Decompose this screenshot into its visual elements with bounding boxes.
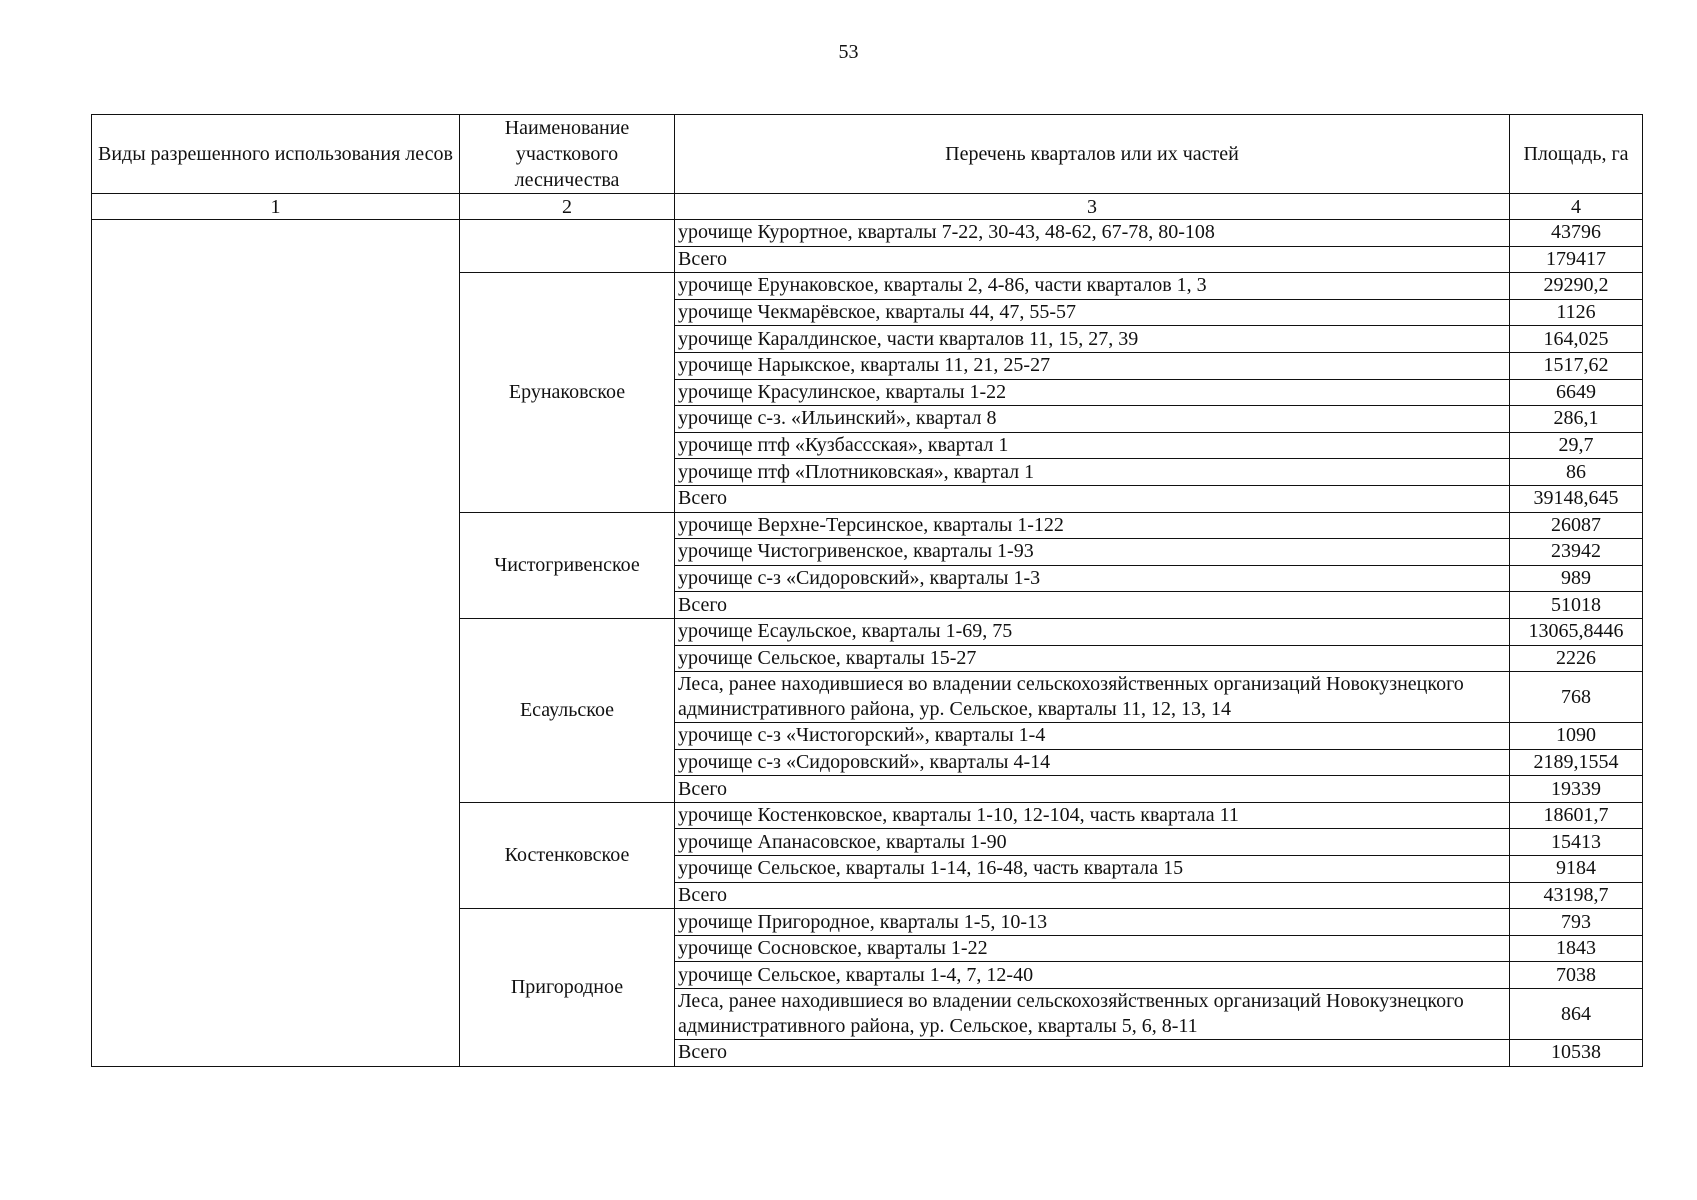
area-cell: 6649 — [1510, 379, 1643, 406]
forestry-name-cell: Есаульское — [460, 618, 675, 802]
column-number: 3 — [675, 194, 1510, 220]
quarters-list-cell: урочище с-з «Чистогорский», кварталы 1-4 — [675, 723, 1510, 750]
use-type-cell — [92, 220, 460, 1067]
table-row — [92, 220, 1643, 247]
total-area-cell: 39148,645 — [1510, 485, 1643, 512]
column-number: 2 — [460, 194, 675, 220]
total-label-cell: Всего — [675, 1040, 1510, 1067]
quarters-list-cell: урочище Костенковское, кварталы 1-10, 12-104, часть квартала 11 — [675, 802, 1510, 829]
area-cell: 1126 — [1510, 299, 1643, 326]
forestry-name-cell: Пригородное — [460, 909, 675, 1066]
page-number: 53 — [838, 41, 859, 63]
header-forestry-name: Наименование участкового лесничества — [460, 115, 675, 194]
quarters-list-cell: Леса, ранее находившиеся во владении сельскохозяйственных организаций Новокузнецкого административного района, ур. Сельское, кварталы 11, 12, 13, 14 — [675, 672, 1510, 723]
area-cell: 23942 — [1510, 539, 1643, 566]
area-cell: 43796 — [1510, 220, 1643, 247]
quarters-list-cell: урочище Сосновское, кварталы 1-22 — [675, 935, 1510, 962]
quarters-list-cell: урочище Каралдинское, части кварталов 11, 15, 27, 39 — [675, 326, 1510, 353]
quarters-list-cell: урочище Ерунаковское, кварталы 2, 4-86, части кварталов 1, 3 — [675, 273, 1510, 300]
area-cell: 7038 — [1510, 962, 1643, 989]
total-area-cell: 179417 — [1510, 246, 1643, 273]
quarters-list-cell: урочище Пригородное, кварталы 1-5, 10-13 — [675, 909, 1510, 936]
total-label-cell: Всего — [675, 246, 1510, 273]
total-area-cell: 43198,7 — [1510, 882, 1643, 909]
total-area-cell: 51018 — [1510, 592, 1643, 619]
area-cell: 29,7 — [1510, 432, 1643, 459]
quarters-list-cell: урочище Нарыкское, кварталы 11, 21, 25-27 — [675, 352, 1510, 379]
forestry-name-cell: Костенковское — [460, 802, 675, 908]
area-cell: 286,1 — [1510, 406, 1643, 433]
quarters-list-cell: урочище Сельское, кварталы 15-27 — [675, 645, 1510, 672]
area-cell: 26087 — [1510, 512, 1643, 539]
total-label-cell: Всего — [675, 485, 1510, 512]
quarters-list-cell: урочище с-з. «Ильинский», квартал 8 — [675, 406, 1510, 433]
area-cell: 1843 — [1510, 935, 1643, 962]
area-cell: 13065,8446 — [1510, 618, 1643, 645]
quarters-list-cell: урочище Сельское, кварталы 1-14, 16-48, часть квартала 15 — [675, 856, 1510, 883]
area-cell: 18601,7 — [1510, 802, 1643, 829]
area-cell: 793 — [1510, 909, 1643, 936]
area-cell: 1090 — [1510, 723, 1643, 750]
forestry-name-cell: Чистогривенское — [460, 512, 675, 618]
area-cell: 989 — [1510, 565, 1643, 592]
quarters-list-cell: урочище птф «Плотниковская», квартал 1 — [675, 459, 1510, 486]
table-body — [92, 220, 1643, 1067]
total-label-cell: Всего — [675, 882, 1510, 909]
area-cell: 9184 — [1510, 856, 1643, 883]
forestry-name-cell: Ерунаковское — [460, 273, 675, 512]
total-label-cell: Всего — [675, 776, 1510, 803]
quarters-list-cell: урочище Красулинское, кварталы 1-22 — [675, 379, 1510, 406]
header-use-types: Виды разрешенного использования лесов — [92, 115, 460, 194]
total-area-cell: 19339 — [1510, 776, 1643, 803]
area-cell: 2189,1554 — [1510, 749, 1643, 776]
quarters-list-cell: урочище Верхне-Терсинское, кварталы 1-122 — [675, 512, 1510, 539]
quarters-list-cell: Леса, ранее находившиеся во владении сельскохозяйственных организаций Новокузнецкого административного района, ур. Сельское, кварталы 5, 6, 8-11 — [675, 989, 1510, 1040]
header-quarters-list: Перечень кварталов или их частей — [675, 115, 1510, 194]
quarters-list-cell: урочище Курортное, кварталы 7-22, 30-43, 48-62, 67-78, 80-108 — [675, 220, 1510, 247]
column-number-row — [92, 194, 1643, 220]
quarters-list-cell: урочище с-з «Сидоровский», кварталы 1-3 — [675, 565, 1510, 592]
forestry-name-cell — [460, 220, 675, 273]
quarters-list-cell: урочище Чистогривенское, кварталы 1-93 — [675, 539, 1510, 566]
total-label-cell: Всего — [675, 592, 1510, 619]
area-cell: 1517,62 — [1510, 352, 1643, 379]
quarters-list-cell: урочище с-з «Сидоровский», кварталы 4-14 — [675, 749, 1510, 776]
forest-quarters-table — [91, 114, 1643, 1067]
column-number: 4 — [1510, 194, 1643, 220]
quarters-list-cell: урочище Сельское, кварталы 1-4, 7, 12-40 — [675, 962, 1510, 989]
area-cell: 768 — [1510, 672, 1643, 723]
quarters-list-cell: урочище Есаульское, кварталы 1-69, 75 — [675, 618, 1510, 645]
quarters-list-cell: урочище Чекмарёвское, кварталы 44, 47, 55-57 — [675, 299, 1510, 326]
quarters-list-cell: урочище Апанасовское, кварталы 1-90 — [675, 829, 1510, 856]
column-number: 1 — [92, 194, 460, 220]
quarters-list-cell: урочище птф «Кузбассская», квартал 1 — [675, 432, 1510, 459]
area-cell: 29290,2 — [1510, 273, 1643, 300]
total-area-cell: 10538 — [1510, 1040, 1643, 1067]
header-area: Площадь, га — [1510, 115, 1643, 194]
area-cell: 864 — [1510, 989, 1643, 1040]
area-cell: 2226 — [1510, 645, 1643, 672]
area-cell: 164,025 — [1510, 326, 1643, 353]
area-cell: 15413 — [1510, 829, 1643, 856]
area-cell: 86 — [1510, 459, 1643, 486]
header-row — [92, 115, 1643, 194]
